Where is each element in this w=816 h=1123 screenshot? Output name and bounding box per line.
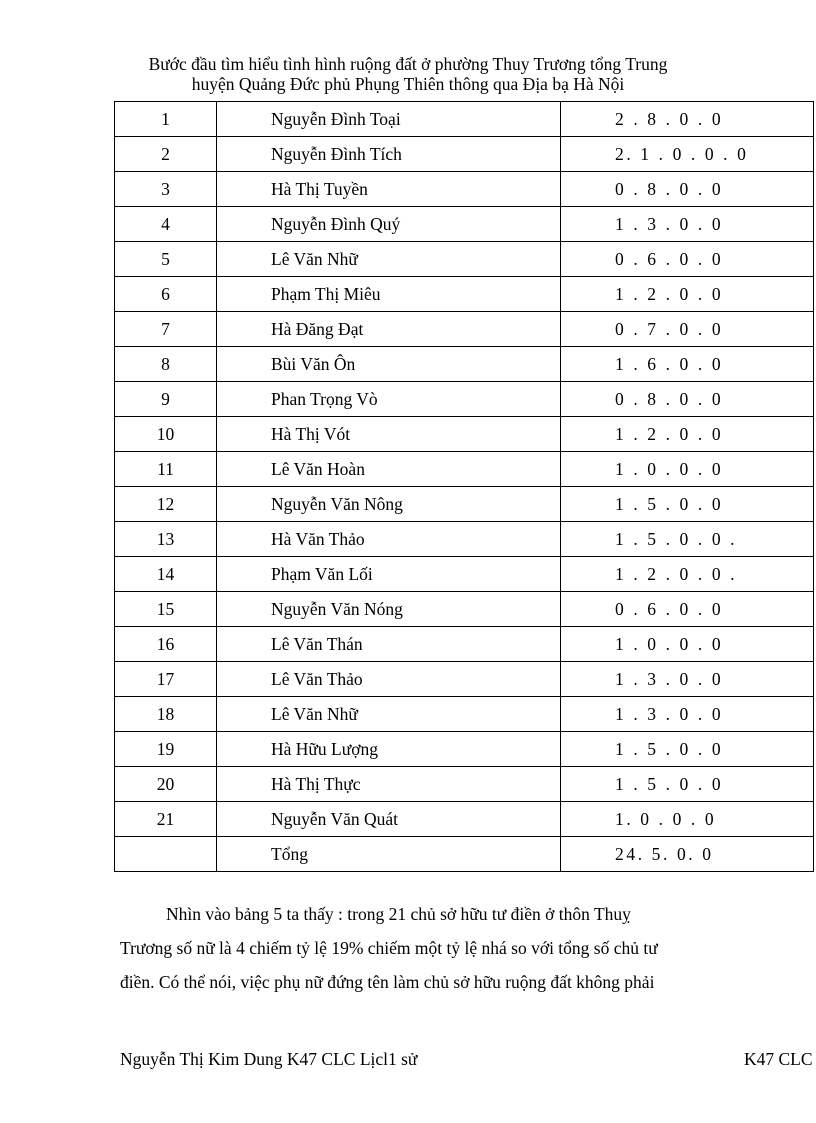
cell-number: 10	[115, 417, 217, 452]
table-row	[115, 312, 814, 347]
cell-land-area: 1 . 2 . 0 . 0	[561, 277, 814, 312]
cell-number: 18	[115, 697, 217, 732]
table-row	[115, 732, 814, 767]
cell-number: 7	[115, 312, 217, 347]
cell-land-area: 0 . 8 . 0 . 0	[561, 382, 814, 417]
cell-owner-name: Lê Văn Thán	[217, 627, 561, 662]
cell-owner-name: Bùi Văn Ôn	[217, 347, 561, 382]
table-row	[115, 802, 814, 837]
cell-owner-name: Hà Thị Thực	[217, 767, 561, 802]
cell-land-area: 1 . 3 . 0 . 0	[561, 207, 814, 242]
cell-owner-name: Nguyễn Văn Nóng	[217, 592, 561, 627]
cell-land-area: 1 . 0 . 0 . 0	[561, 452, 814, 487]
cell-number: 3	[115, 172, 217, 207]
cell-owner-name: Lê Văn Nhữ	[217, 242, 561, 277]
cell-land-area: 1 . 6 . 0 . 0	[561, 347, 814, 382]
footer-author: Nguyễn Thị Kim Dung K47 CLC Lịcl1 sử	[120, 1049, 418, 1069]
title-line-2: huyện Quảng Đức phủ Phụng Thiên thông qua Địa bạ Hà Nội	[191, 74, 625, 94]
document-title	[118, 54, 698, 94]
cell-land-area: 0 . 7 . 0 . 0	[561, 312, 814, 347]
cell-land-area: 0 . 6 . 0 . 0	[561, 242, 814, 277]
table-row	[115, 207, 814, 242]
cell-owner-name: Nguyễn Văn Quát	[217, 802, 561, 837]
cell-owner-name: Lê Văn Hoàn	[217, 452, 561, 487]
cell-number: 5	[115, 242, 217, 277]
cell-owner-name: Hà Thị Tuyền	[217, 172, 561, 207]
table-row	[115, 452, 814, 487]
cell-owner-name: Hà Thị Vót	[217, 417, 561, 452]
cell-land-area: 0 . 8 . 0 . 0	[561, 172, 814, 207]
cell-number: 21	[115, 802, 217, 837]
cell-land-area: 1 . 0 . 0 . 0	[561, 627, 814, 662]
table-row	[115, 102, 814, 137]
cell-land-area: 1 . 5 . 0 . 0	[561, 732, 814, 767]
cell-owner-name: Lê Văn Nhữ	[217, 697, 561, 732]
title-line-1: Bước đầu tìm hiểu tình hình ruộng đất ở phường Thuy Trương tổng Trung	[148, 54, 668, 74]
table-body	[115, 102, 814, 872]
table-row	[115, 347, 814, 382]
cell-number: 13	[115, 522, 217, 557]
cell-number: 14	[115, 557, 217, 592]
cell-owner-name: Hà Văn Thảo	[217, 522, 561, 557]
cell-number: 1	[115, 102, 217, 137]
paragraph-line-2: Trương số nữ là 4 chiếm tỷ lệ 19% chiếm một tỷ lệ nhá so với tổng số chủ tư	[120, 938, 658, 958]
cell-land-area: 1. 0 . 0 . 0	[561, 802, 814, 837]
cell-number: 15	[115, 592, 217, 627]
table-row	[115, 137, 814, 172]
cell-number: 8	[115, 347, 217, 382]
footer-class: K47 CLC	[744, 1049, 813, 1069]
cell-number: 19	[115, 732, 217, 767]
table-row	[115, 592, 814, 627]
cell-owner-name: Nguyễn Đình Tích	[217, 137, 561, 172]
cell-land-area: 1 . 5 . 0 . 0	[561, 487, 814, 522]
cell-number	[115, 837, 217, 872]
table-row	[115, 767, 814, 802]
cell-land-area: 0 . 6 . 0 . 0	[561, 592, 814, 627]
body-paragraph	[120, 897, 696, 999]
total-row	[115, 837, 814, 872]
cell-number: 11	[115, 452, 217, 487]
cell-number: 9	[115, 382, 217, 417]
cell-owner-name: Phạm Thị Miêu	[217, 277, 561, 312]
table-row	[115, 417, 814, 452]
cell-land-area: 1 . 5 . 0 . 0 .	[561, 522, 814, 557]
cell-number: 20	[115, 767, 217, 802]
cell-land-area: 1 . 3 . 0 . 0	[561, 697, 814, 732]
cell-owner-name: Phạm Văn Lối	[217, 557, 561, 592]
cell-number: 6	[115, 277, 217, 312]
cell-land-area: 1 . 2 . 0 . 0	[561, 417, 814, 452]
table-row	[115, 172, 814, 207]
cell-owner-name: Phan Trọng Vò	[217, 382, 561, 417]
cell-owner-name: Hà Đăng Đạt	[217, 312, 561, 347]
cell-number: 4	[115, 207, 217, 242]
cell-land-area: 1 . 3 . 0 . 0	[561, 662, 814, 697]
cell-land-area: 2 . 8 . 0 . 0	[561, 102, 814, 137]
cell-owner-name: Lê Văn Thảo	[217, 662, 561, 697]
table-row	[115, 697, 814, 732]
table-row	[115, 382, 814, 417]
cell-land-area: 2. 1 . 0 . 0 . 0	[561, 137, 814, 172]
table-row	[115, 557, 814, 592]
cell-owner-name: Tổng	[217, 837, 561, 872]
cell-number: 12	[115, 487, 217, 522]
cell-land-area: 1 . 5 . 0 . 0	[561, 767, 814, 802]
table-row	[115, 662, 814, 697]
cell-land-area: 24. 5. 0. 0	[561, 837, 814, 872]
table-row	[115, 487, 814, 522]
cell-number: 16	[115, 627, 217, 662]
table-row	[115, 522, 814, 557]
table-row	[115, 242, 814, 277]
paragraph-line-1: Nhìn vào bảng 5 ta thấy : trong 21 chủ sở hữu tư điền ở thôn Thuỵ	[166, 904, 631, 924]
cell-number: 17	[115, 662, 217, 697]
table-row	[115, 627, 814, 662]
cell-owner-name: Nguyễn Đình Toại	[217, 102, 561, 137]
cell-owner-name: Hà Hữu Lượng	[217, 732, 561, 767]
paragraph-line-3: điền. Có thể nói, việc phụ nữ đứng tên làm chủ sở hữu ruộng đất không phải	[120, 972, 655, 992]
table-row	[115, 277, 814, 312]
cell-owner-name: Nguyễn Đình Quý	[217, 207, 561, 242]
cell-owner-name: Nguyễn Văn Nông	[217, 487, 561, 522]
cell-land-area: 1 . 2 . 0 . 0 .	[561, 557, 814, 592]
cell-number: 2	[115, 137, 217, 172]
land-ownership-table	[114, 101, 814, 872]
